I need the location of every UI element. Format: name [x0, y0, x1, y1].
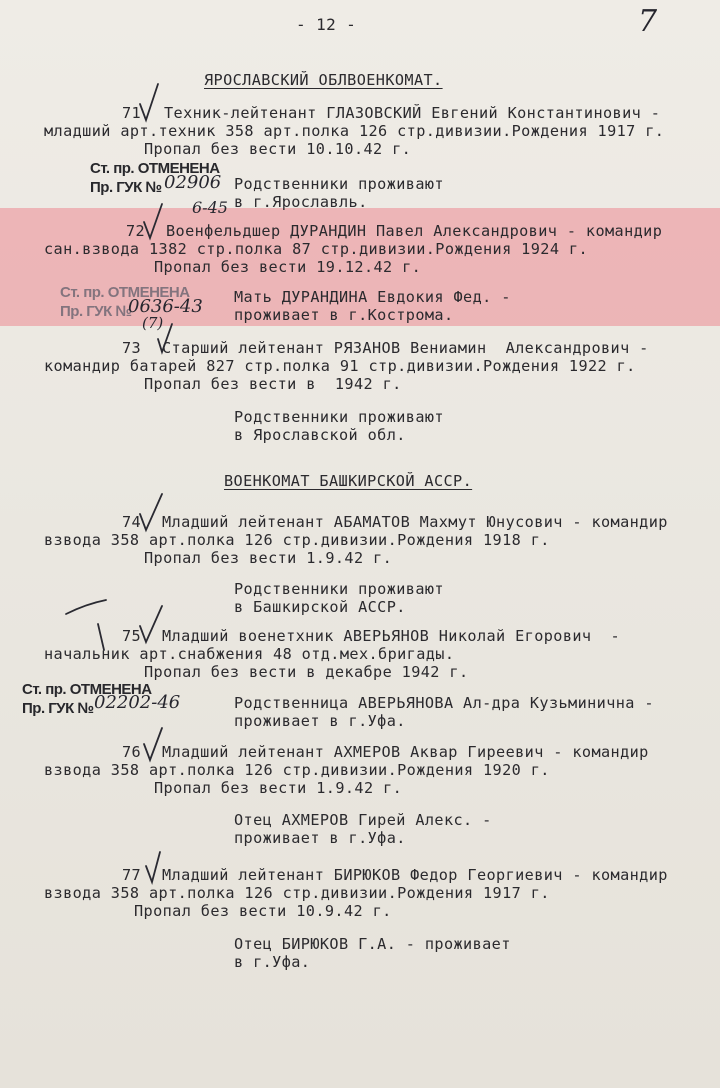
- entry-75-line-1: Младший военетхник АВЕРЬЯНОВ Николай Егорович -: [162, 627, 621, 645]
- stamp-72-number: 0636-43: [128, 296, 203, 317]
- entry-74-line-2: взвода 358 арт.полка 126 стр.дивизии.Рождения 1918 г.: [44, 531, 550, 549]
- entry-73-line-3: Пропал без вести в 1942 г.: [144, 375, 402, 393]
- stamp-72-line1: Ст. пр. ОТМЕНЕНА: [60, 284, 190, 301]
- entry-77-relatives-1: Отец БИРЮКОВ Г.А. - проживает: [234, 935, 511, 953]
- entry-75-relatives-2: проживает в г.Уфа.: [234, 712, 406, 730]
- entry-77-number: 77: [122, 866, 142, 884]
- check-mark-76-icon: [144, 728, 162, 760]
- entry-73-line-2: командир батарей 827 стр.полка 91 стр.дивизии.Рождения 1922 г.: [44, 357, 636, 375]
- corner-mark: 7: [638, 4, 658, 39]
- check-mark-71-icon: [140, 84, 158, 120]
- entry-76-relatives-1: Отец АХМЕРОВ Гирей Алекс. -: [234, 811, 492, 829]
- entry-71-number: 71: [122, 104, 142, 122]
- stamp-75-line1: Ст. пр. ОТМЕНЕНА: [22, 681, 152, 698]
- entry-77-line-2: взвода 358 арт.полка 126 стр.дивизии.Рождения 1917 г.: [44, 884, 550, 902]
- entry-71-relatives-2: в г.Ярославль.: [234, 193, 368, 211]
- tick-75-left-icon: [66, 600, 106, 614]
- entry-71-line-3: Пропал без вести 10.10.42 г.: [144, 140, 412, 158]
- stamp-72-mark: (7): [142, 314, 164, 332]
- entry-76-line-3: Пропал без вести 1.9.42 г.: [154, 779, 403, 797]
- stamp-71-line1: Ст. пр. ОТМЕНЕНА: [90, 160, 220, 177]
- entry-72-relatives-1: Мать ДУРАНДИНА Евдокия Фед. -: [234, 288, 511, 306]
- entry-73-relatives-1: Родственники проживают: [234, 408, 444, 426]
- entry-74-number: 74: [122, 513, 142, 531]
- entry-73-line-1: Старший лейтенант РЯЗАНОВ Вениамин Александрович -: [162, 339, 649, 357]
- entry-72-line-1: Военфельдшер ДУРАНДИН Павел Александрович - командир: [166, 222, 663, 240]
- section-title-bashkir: ВОЕНКОМАТ БАШКИРСКОЙ АССР.: [224, 472, 473, 490]
- entry-75-line-2: начальник арт.снабжения 48 отд.мех.бригады.: [44, 645, 455, 663]
- entry-71-line-1: Техник-лейтенант ГЛАЗОВСКИЙ Евгений Константинович -: [164, 104, 661, 122]
- entry-77-line-3: Пропал без вести 10.9.42 г.: [134, 902, 392, 920]
- section-title-yaroslavl: ЯРОСЛАВСКИЙ ОБЛВОЕНКОМАТ.: [204, 71, 443, 89]
- stamp-72-line2: Пр. ГУК №: [60, 303, 132, 320]
- entry-71-relatives-1: Родственники проживают: [234, 175, 444, 193]
- entry-72-line-2: сан.взвода 1382 стр.полка 87 стр.дивизии.Рождения 1924 г.: [44, 240, 588, 258]
- entry-72-line-3: Пропал без вести 19.12.42 г.: [154, 258, 422, 276]
- entry-74-line-1: Младший лейтенант АБАМАТОВ Махмут Юнусович - командир: [162, 513, 668, 531]
- entry-75-line-3: Пропал без вести в декабре 1942 г.: [144, 663, 469, 681]
- stamp-75-number: 02202-46: [94, 692, 181, 713]
- entry-76-relatives-2: проживает в г.Уфа.: [234, 829, 406, 847]
- entry-77-line-1: Младший лейтенант БИРЮКОВ Федор Георгиевич - командир: [162, 866, 668, 884]
- entry-73-number: 73: [122, 339, 142, 357]
- entry-74-relatives-1: Родственники проживают: [234, 580, 444, 598]
- check-mark-77-icon: [146, 852, 160, 882]
- stamp-71-date: 6-45: [192, 198, 228, 217]
- stamp-75-line2: Пр. ГУК №: [22, 700, 94, 717]
- entry-71-line-2: младший арт.техник 358 арт.полка 126 стр.дивизии.Рождения 1917 г.: [44, 122, 665, 140]
- entry-76-number: 76: [122, 743, 142, 761]
- stamp-71-line2: Пр. ГУК №: [90, 179, 162, 196]
- entry-75-relatives-1: Родственница АВЕРЬЯНОВА Ал-дра Кузьминична -: [234, 694, 654, 712]
- entry-74-relatives-2: в Башкирской АССР.: [234, 598, 406, 616]
- check-mark-74-icon: [140, 494, 162, 530]
- check-mark-75-icon: [140, 606, 162, 642]
- entry-73-relatives-2: в Ярославской обл.: [234, 426, 406, 444]
- page-number: - 12 -: [296, 15, 357, 34]
- entry-75-number: 75: [122, 627, 142, 645]
- entry-77-relatives-2: в г.Уфа.: [234, 953, 311, 971]
- entry-72-relatives-2: проживает в г.Кострома.: [234, 306, 454, 324]
- entry-76-line-1: Младший лейтенант АХМЕРОВ Аквар Гиреевич - командир: [162, 743, 649, 761]
- stamp-71-number: 02906: [164, 172, 222, 193]
- entry-74-line-3: Пропал без вести 1.9.42 г.: [144, 549, 393, 567]
- entry-76-line-2: взвода 358 арт.полка 126 стр.дивизии.Рождения 1920 г.: [44, 761, 550, 779]
- entry-72-number: 72: [126, 222, 146, 240]
